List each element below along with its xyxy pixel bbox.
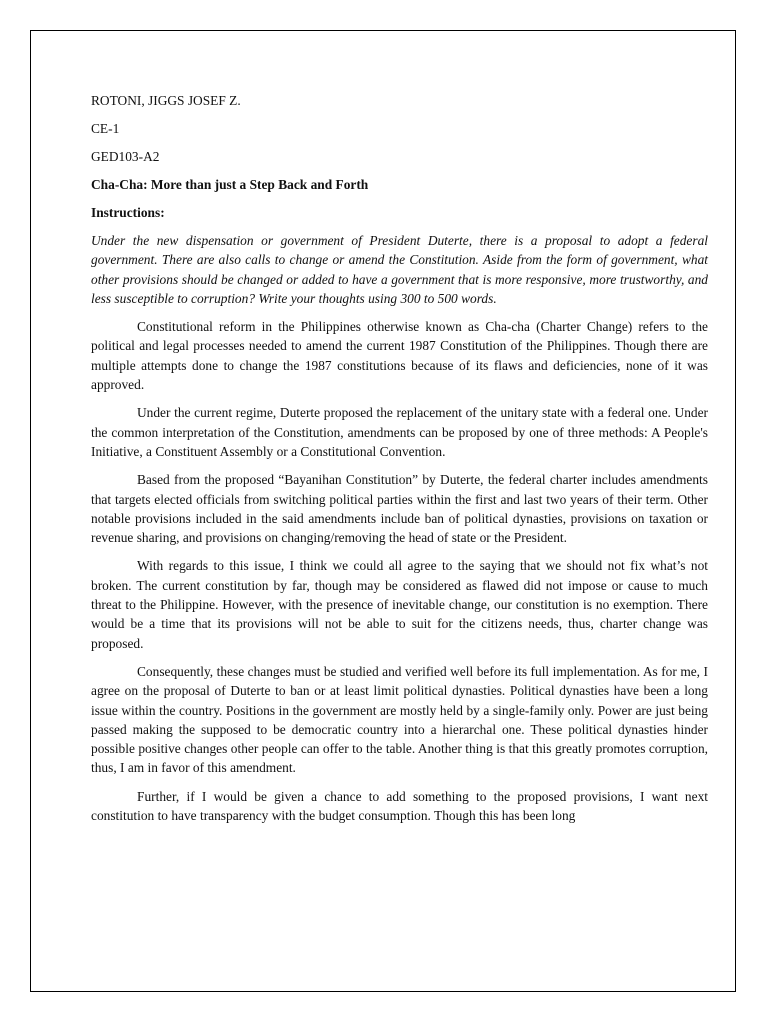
student-section: CE-1: [91, 121, 120, 136]
student-name: ROTONI, JIGGS JOSEF Z.: [91, 93, 241, 108]
body-paragraph-3: Based from the proposed “Bayanihan Constitution” by Duterte, the federal charter includes amendments that targets elected officials from switching political parties within the first and last two years of their term. Other notable provisions included in the said amendments include ban of political dynasties, provisions on taxation or revenue sharing, and provisions on changing/removing the head of state or the President.: [91, 472, 708, 546]
document-body: [91, 91, 708, 834]
essay-title: Cha-Cha: More than just a Step Back and Forth: [91, 177, 369, 192]
body-paragraph-2: Under the current regime, Duterte proposed the replacement of the unitary state with a federal one. Under the common interpretation of the Constitution, amendments can be proposed by one of three methods: A People's Initiative, a Constituent Assembly or a Constitutional Convention.: [91, 405, 708, 459]
course-code: GED103-A2: [91, 149, 160, 164]
document-page: [30, 30, 736, 992]
body-paragraph-1: Constitutional reform in the Philippines otherwise known as Cha-cha (Charter Change) refers to the political and legal processes needed to amend the current 1987 Constitution of the Philippines. Though there are multiple attempts done to change the 1987 constitutions because of its flaws and deficiencies, none of it was approved.: [91, 319, 708, 393]
body-paragraph-4: With regards to this issue, I think we could all agree to the saying that we should not fix what’s not broken. The current constitution by far, though may be considered as flawed did not impose or cause to much threat to the Philippine. However, with the presence of inevitable change, our constitution is no exemption. There would be a time that its provisions will not be able to suit for the citizens needs, thus, charter change was proposed.: [91, 558, 708, 651]
instructions-text: Under the new dispensation or government of President Duterte, there is a proposal to adopt a federal government. There are also calls to change or amend the Constitution. Aside from the form of government, what other provisions should be changed or added to have a government that is more responsive, more trustworthy, and less susceptible to corruption? Write your thoughts using 300 to 500 words.: [91, 233, 708, 306]
instructions-label: Instructions:: [91, 205, 165, 220]
body-paragraph-5: Consequently, these changes must be studied and verified well before its full implementation. As for me, I agree on the proposal of Duterte to ban or at least limit political dynasties. Political dynasties have been a long issue within the country. Positions in the government are mostly held by a single-family only. Power are just being passed making the supposed to be democratic country into a hierarchal one. These political dynasties hinder possible positive changes other people can offer to the table. Another thing is that this greatly promotes corruption, thus, I am in favor of this amendment.: [91, 663, 708, 776]
body-paragraph-6: Further, if I would be given a chance to add something to the proposed provisions, I want next constitution to have transparency with the budget consumption. Though this has been long: [91, 788, 708, 824]
